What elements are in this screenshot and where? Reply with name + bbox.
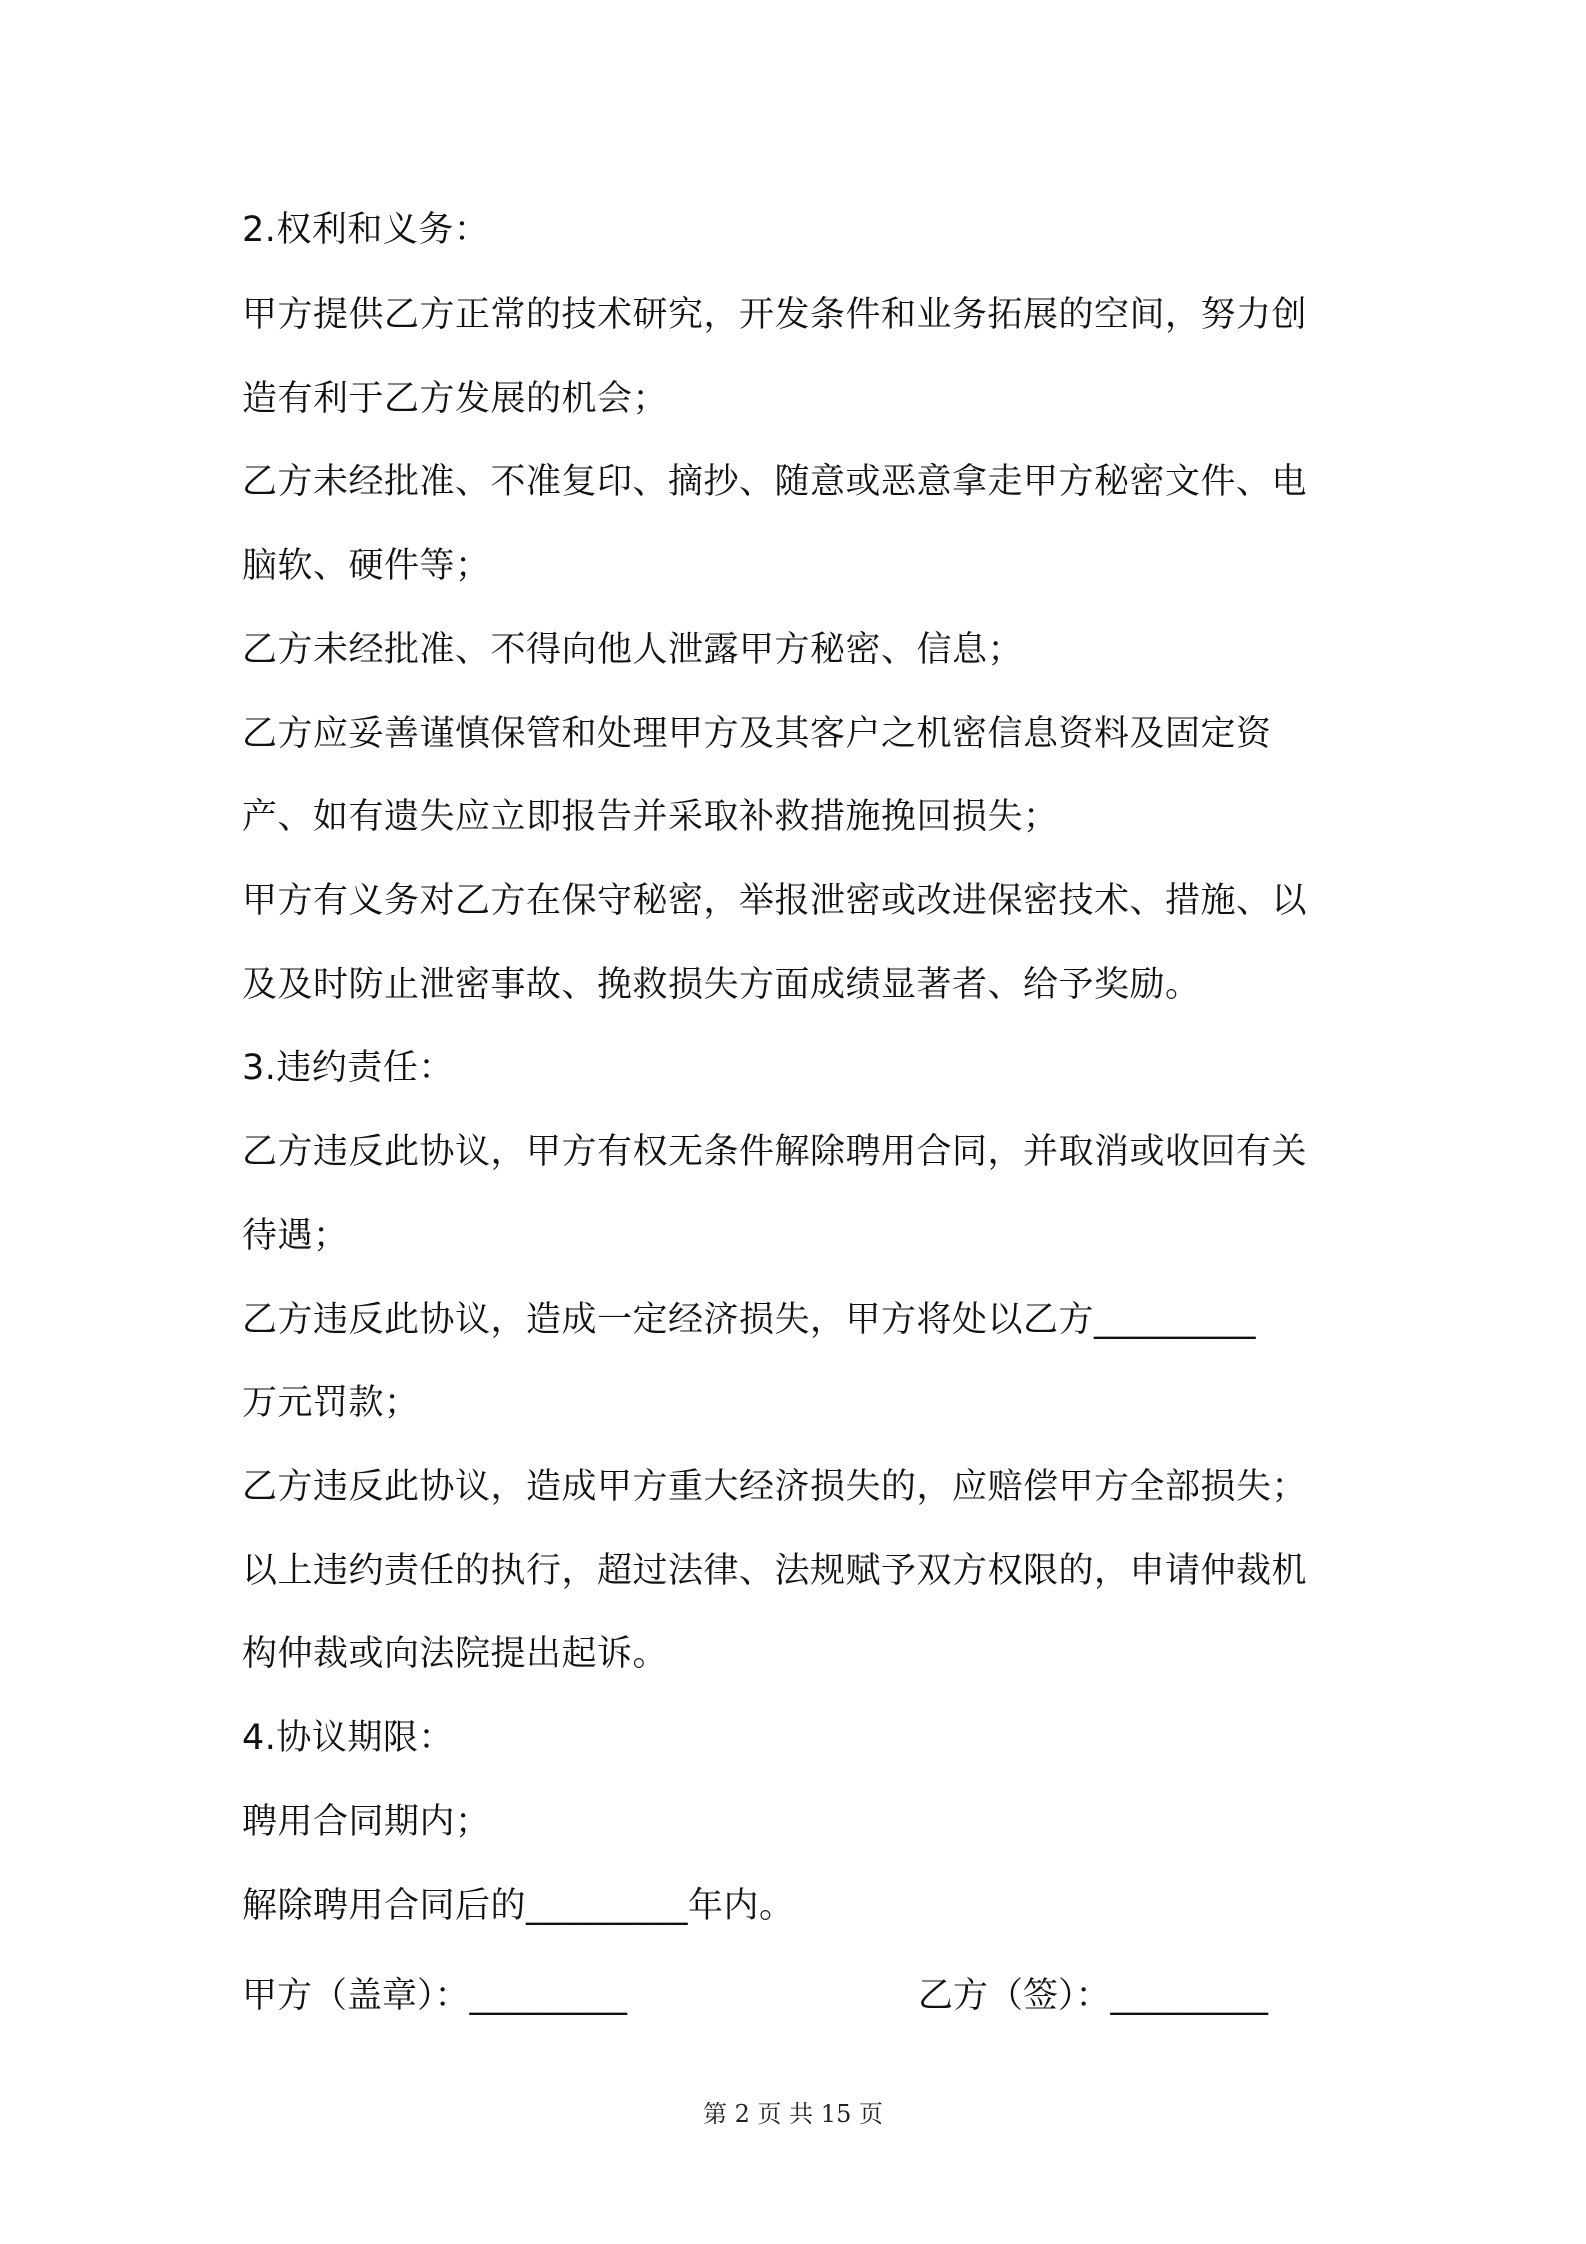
paragraph-line: 甲方有义务对乙方在保守秘密，举报泄密或改进保密技术、措施、以 <box>242 881 1308 921</box>
paragraph-line: 及及时防止泄密事故、挽救损失方面成绩显著者、给予奖励。 <box>242 965 1201 1005</box>
paragraph-line: 乙方未经批准、不得向他人泄露甲方秘密、信息； <box>242 630 1024 670</box>
paragraph-line: 甲方提供乙方正常的技术研究，开发条件和业务拓展的空间，努力创 <box>242 295 1308 335</box>
section-heading-rights: 2.权利和义务： <box>242 210 490 250</box>
page-number: 第 2 页 共 15 页 <box>703 2100 883 2128</box>
paragraph-line: 万元罚款； <box>242 1383 420 1423</box>
paragraph-line: 乙方未经批准、不准复印、摘抄、随意或恶意拿走甲方秘密文件、电 <box>242 462 1308 502</box>
paragraph-line: 乙方违反此协议，造成一定经济损失，甲方将处以乙方_________ <box>242 1300 1257 1340</box>
section-heading-term: 4.协议期限： <box>242 1718 454 1758</box>
paragraph-line: 解除聘用合同后的_________年内。 <box>242 1886 795 1926</box>
paragraph-line: 产、如有遗失应立即报告并采取补救措施挽回损失； <box>242 797 1059 837</box>
paragraph-line: 造有利于乙方发展的机会； <box>242 379 669 419</box>
section-heading-liability: 3.违约责任： <box>242 1048 454 1088</box>
paragraph-line: 待遇； <box>242 1216 349 1256</box>
paragraph-line: 脑软、硬件等； <box>242 546 491 586</box>
paragraph-line: 以上违约责任的执行，超过法律、法规赋予双方权限的，申请仲裁机 <box>242 1551 1308 1591</box>
party-a-signature: 甲方（盖章）：_________ <box>242 1976 628 2016</box>
paragraph-line: 构仲裁或向法院提出起诉。 <box>242 1634 669 1674</box>
paragraph-line: 聘用合同期内； <box>242 1802 491 1842</box>
paragraph-line: 乙方应妥善谨慎保管和处理甲方及其客户之机密信息资料及固定资 <box>242 714 1272 754</box>
paragraph-line: 乙方违反此协议，造成甲方重大经济损失的，应赔偿甲方全部损失； <box>242 1467 1308 1507</box>
party-b-signature: 乙方（签）：_________ <box>918 1976 1269 2016</box>
paragraph-line: 乙方违反此协议，甲方有权无条件解除聘用合同，并取消或收回有关 <box>242 1132 1308 1172</box>
